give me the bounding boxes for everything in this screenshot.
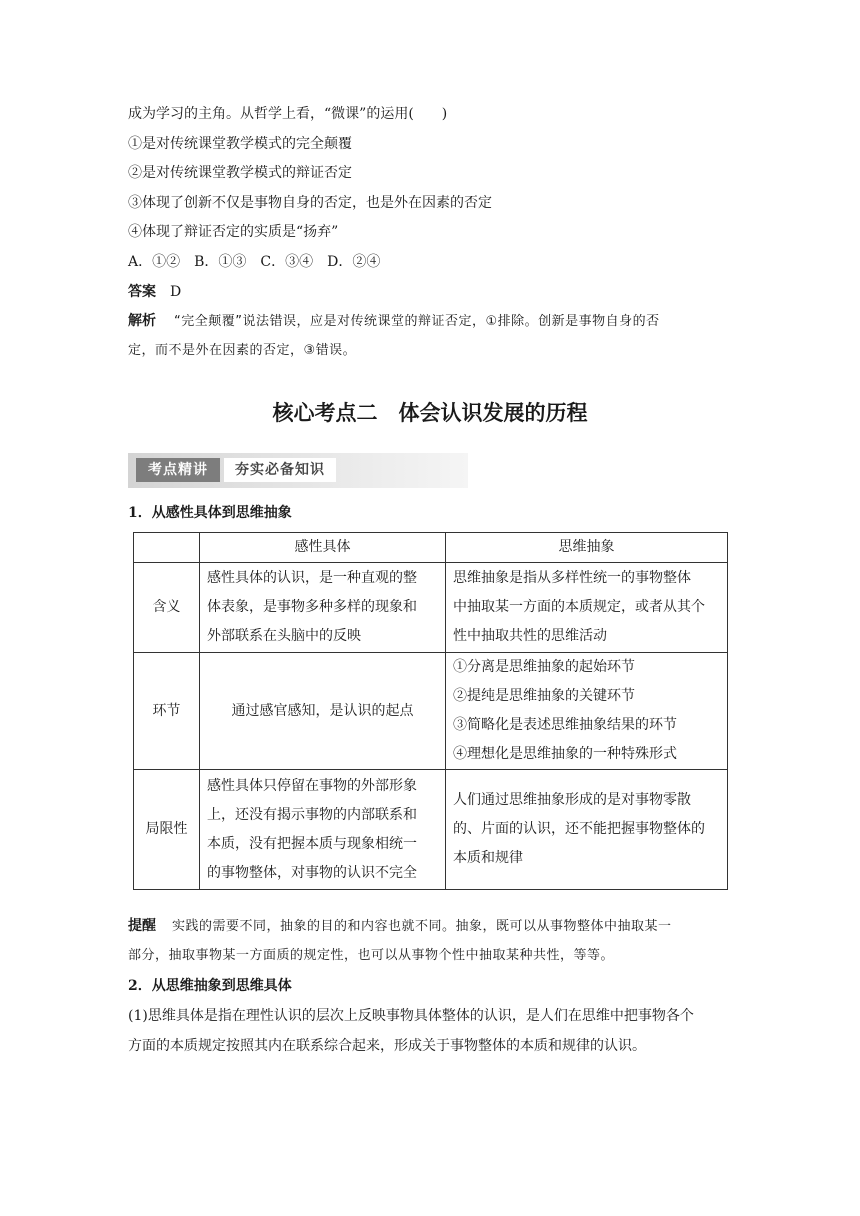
question-stem: 成为学习的主角。从哲学上看，“微课”的运用( ) bbox=[128, 106, 448, 122]
part2-heading: 2．从思维抽象到思维具体 bbox=[128, 978, 292, 994]
tip-label: 提醒 bbox=[128, 918, 156, 934]
cell-line: 感性具体的认识，是一种直观的整 bbox=[207, 570, 417, 586]
banner-left-label: 考点精讲 bbox=[136, 458, 220, 482]
answer-value: D bbox=[170, 284, 182, 300]
part2-para-1: (1)思维具体是指在理性认识的层次上反映事物具体整体的认识，是人们在思维中把事物各个 bbox=[128, 1008, 694, 1024]
section-banner bbox=[128, 453, 468, 488]
table-cell bbox=[446, 563, 728, 653]
cell-line: ③简略化是表述思维抽象结果的环节 bbox=[453, 717, 677, 733]
cell-line: 的事物整体，对事物的认识不完全 bbox=[207, 864, 417, 881]
cell-line: ②提纯是思维抽象的关键环节 bbox=[453, 688, 635, 704]
analysis-text-2: 定，而不是外在因素的否定，③错误。 bbox=[128, 343, 357, 358]
tip-text-2: 部分，抽取事物某一方面质的规定性，也可以从事物个性中抽取某种共性，等等。 bbox=[128, 948, 615, 963]
tip-text-1: 实践的需要不同，抽象的目的和内容也就不同。抽象，既可以从事物整体中抽取某一 bbox=[172, 919, 672, 934]
table-row bbox=[134, 770, 728, 890]
cell-line: 本质，没有把握本质与现象相统一 bbox=[207, 835, 417, 852]
answer-choices: A．①② B．①③ C．③④ D．②④ bbox=[128, 254, 381, 270]
cell-line: 的、片面的认识，还不能把握事物整体的 bbox=[453, 821, 705, 837]
cell-line: ④理想化是思维抽象的一种特殊形式 bbox=[453, 746, 677, 762]
table-cell: 通过感官感知，是认识的起点 bbox=[200, 653, 446, 770]
cell-line: 人们通过思维抽象形成的是对事物零散 bbox=[453, 792, 691, 808]
row-label: 含义 bbox=[134, 563, 200, 653]
option-3: ③体现了创新不仅是事物自身的否定，也是外在因素的否定 bbox=[128, 195, 492, 211]
cell-line: 体表象，是事物多种多样的现象和 bbox=[207, 599, 417, 615]
tip-line-1 bbox=[128, 916, 672, 937]
cell-line: 中抽取某一方面的本质规定，或者从其个 bbox=[453, 599, 705, 615]
table-cell bbox=[446, 653, 728, 770]
option-2: ②是对传统课堂教学模式的辩证否定 bbox=[128, 165, 352, 181]
answer-line bbox=[128, 282, 181, 302]
cell-line: 性中抽取共性的思维活动 bbox=[453, 628, 607, 644]
banner-right-label: 夯实必备知识 bbox=[224, 458, 336, 482]
part1-heading: 1．从感性具体到思维抽象 bbox=[128, 505, 292, 521]
part2-para-2: 方面的本质规定按照其内在联系综合起来，形成关于事物整体的本质和规律的认识。 bbox=[128, 1038, 646, 1054]
table-cell bbox=[446, 770, 728, 890]
cell-line: ①分离是思维抽象的起始环节 bbox=[453, 659, 635, 675]
row-label: 环节 bbox=[134, 653, 200, 770]
cell-line: 感性具体只停留在事物的外部形象 bbox=[207, 777, 417, 794]
table-row bbox=[134, 653, 728, 770]
table-header-cell: 思维抽象 bbox=[446, 533, 728, 563]
analysis-label: 解析 bbox=[128, 313, 156, 329]
analysis-line-1 bbox=[128, 311, 660, 332]
row-label: 局限性 bbox=[134, 770, 200, 890]
option-1: ①是对传统课堂教学模式的完全颠覆 bbox=[128, 136, 352, 152]
table-cell bbox=[200, 563, 446, 653]
comparison-table bbox=[133, 532, 728, 890]
table-header-cell: 感性具体 bbox=[200, 533, 446, 563]
table-row bbox=[134, 563, 728, 653]
table-header-row bbox=[134, 533, 728, 563]
table-header-cell bbox=[134, 533, 200, 563]
cell-line: 本质和规律 bbox=[453, 850, 523, 866]
cell-line: 外部联系在头脑中的反映 bbox=[207, 628, 361, 644]
cell-line: 上，还没有揭示事物的内部联系和 bbox=[207, 806, 417, 823]
cell-line: 思维抽象是指从多样性统一的事物整体 bbox=[453, 570, 691, 586]
option-4: ④体现了辩证否定的实质是“扬弃” bbox=[128, 224, 339, 240]
section-title: 核心考点二 体会认识发展的历程 bbox=[272, 401, 588, 425]
answer-label: 答案 bbox=[128, 284, 156, 300]
analysis-text-1: “完全颠覆”说法错误，应是对传统课堂的辩证否定，①排除。创新是事物自身的否 bbox=[174, 314, 660, 329]
table-cell bbox=[200, 770, 446, 890]
